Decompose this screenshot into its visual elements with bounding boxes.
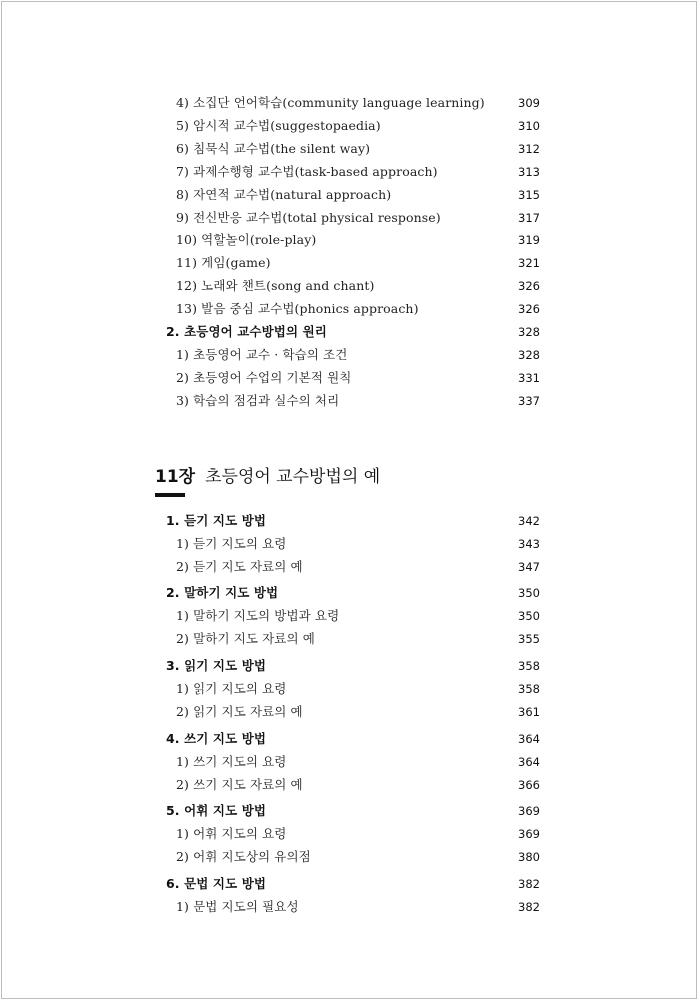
toc-entry <box>0 162 698 182</box>
toc-entry <box>0 752 698 772</box>
toc-page-number: 319 <box>518 233 540 248</box>
toc-entry <box>0 391 698 411</box>
toc-page-number: 382 <box>518 877 540 891</box>
toc-entry-label: 2) 읽기 지도 자료의 예 <box>176 704 303 719</box>
toc-entry <box>0 230 698 250</box>
toc-entry-label: 1) 초등영어 교수 · 학습의 조건 <box>176 346 348 362</box>
toc-entry <box>0 775 698 795</box>
toc-entry-label: 2) 듣기 지도 자료의 예 <box>176 559 303 574</box>
toc-section-heading <box>0 801 698 821</box>
toc-entry <box>0 847 698 867</box>
toc-page-number: 309 <box>518 96 540 110</box>
toc-page-number: 364 <box>518 732 540 746</box>
toc-entry-label: 1) 말하기 지도의 방법과 요령 <box>176 608 340 623</box>
toc-entry <box>0 93 698 113</box>
toc-entry-label: 2) 초등영어 수업의 기본적 원칙 <box>176 369 352 385</box>
toc-page-number: 312 <box>518 141 540 156</box>
toc-entry-label: 6) 침묵식 교수법(the silent way) <box>176 140 371 156</box>
toc-entry-label: 3) 학습의 점검과 실수의 처리 <box>176 392 340 408</box>
toc-page-number: 326 <box>518 279 540 294</box>
toc-entry-label: 13) 발음 중심 교수법(phonics approach) <box>176 301 419 317</box>
toc-page-number: 369 <box>518 827 540 841</box>
toc-page-number: 366 <box>518 778 540 792</box>
toc-page-number: 315 <box>518 187 540 202</box>
toc-page-number: 358 <box>518 682 540 696</box>
toc-page-number: 331 <box>518 370 540 385</box>
toc-page-number: 317 <box>518 210 540 225</box>
toc-entry <box>0 897 698 917</box>
toc-section-heading <box>0 322 698 342</box>
toc-entry-label: 1. 듣기 지도 방법 <box>166 513 267 528</box>
toc-entry-label: 7) 과제수행형 교수법(task-based approach) <box>176 163 438 179</box>
toc-entry <box>0 299 698 319</box>
toc-section-heading <box>0 729 698 749</box>
toc-page-number: 328 <box>518 325 540 339</box>
toc-entry-label: 1) 읽기 지도의 요령 <box>176 681 287 696</box>
toc-entry-label: 12) 노래와 챈트(song and chant) <box>176 278 375 294</box>
toc-entry <box>0 606 698 626</box>
toc-entry-label: 3. 읽기 지도 방법 <box>166 658 267 673</box>
toc-entry <box>0 276 698 296</box>
toc-page-number: 337 <box>518 393 540 408</box>
toc-entry <box>0 185 698 205</box>
toc-page-number: 364 <box>518 755 540 769</box>
toc-entry <box>0 702 698 722</box>
toc-page-number: 361 <box>518 705 540 719</box>
toc-entry-label: 5. 어휘 지도 방법 <box>166 803 267 818</box>
toc-page-number: 310 <box>518 118 540 133</box>
toc-entry-label: 2) 쓰기 지도 자료의 예 <box>176 777 303 792</box>
chapter-title: 초등영어 교수방법의 예 <box>205 467 381 487</box>
toc-page-number: 321 <box>518 256 540 271</box>
toc-entry-label: 11) 게임(game) <box>176 255 271 271</box>
toc-entry-label: 5) 암시적 교수법(suggestopaedia) <box>176 117 381 133</box>
toc-page-number: 382 <box>518 900 540 914</box>
chapter-number: 11장 <box>155 467 196 487</box>
toc-entry <box>0 139 698 159</box>
toc-entry-label: 8) 자연적 교수법(natural approach) <box>176 186 392 202</box>
toc-page-number: 342 <box>518 514 540 528</box>
toc-section-heading <box>0 511 698 531</box>
toc-page-number: 380 <box>518 850 540 864</box>
toc-entry <box>0 368 698 388</box>
toc-entry <box>0 629 698 649</box>
toc-page-number: 326 <box>518 302 540 317</box>
toc-page-number: 358 <box>518 659 540 673</box>
toc-entry <box>0 208 698 228</box>
toc-page-number: 369 <box>518 804 540 818</box>
toc-page-number: 347 <box>518 560 540 574</box>
toc-entry-label: 4. 쓰기 지도 방법 <box>166 731 267 746</box>
toc-entry-label: 10) 역할놀이(role-play) <box>176 232 317 248</box>
toc-entry-label: 2. 말하기 지도 방법 <box>166 585 279 600</box>
toc-section-heading <box>0 656 698 676</box>
toc-entry-label: 1) 문법 지도의 필요성 <box>176 899 299 914</box>
toc-entry <box>0 345 698 365</box>
chapter-underline-bar <box>155 493 185 497</box>
toc-page-number: 350 <box>518 586 540 600</box>
toc-section-heading <box>0 583 698 603</box>
toc-entry-label: 9) 전신반응 교수법(total physical response) <box>176 209 441 225</box>
toc-entry-label: 4) 소집단 언어학습(community language learning) <box>176 95 485 110</box>
toc-entry <box>0 557 698 577</box>
toc-entry <box>0 824 698 844</box>
toc-page-number: 343 <box>518 537 540 551</box>
toc-entry-label: 6. 문법 지도 방법 <box>166 876 267 891</box>
toc-page-number: 350 <box>518 609 540 623</box>
toc-entry-label: 2. 초등영어 교수방법의 원리 <box>166 324 327 339</box>
toc-page-number: 328 <box>518 347 540 362</box>
toc-entry <box>0 253 698 273</box>
toc-page-number: 355 <box>518 632 540 646</box>
toc-entry-label: 1) 쓰기 지도의 요령 <box>176 754 287 769</box>
toc-entry-label: 1) 듣기 지도의 요령 <box>176 536 287 551</box>
toc-page-number: 313 <box>518 164 540 179</box>
chapter-heading <box>155 462 380 487</box>
toc-entry-label: 2) 말하기 지도 자료의 예 <box>176 631 315 646</box>
toc-entry-label: 1) 어휘 지도의 요령 <box>176 826 287 841</box>
toc-entry <box>0 679 698 699</box>
toc-section-heading <box>0 874 698 894</box>
toc-entry <box>0 534 698 554</box>
toc-entry-label: 2) 어휘 지도상의 유의점 <box>176 849 311 864</box>
toc-entry <box>0 116 698 136</box>
